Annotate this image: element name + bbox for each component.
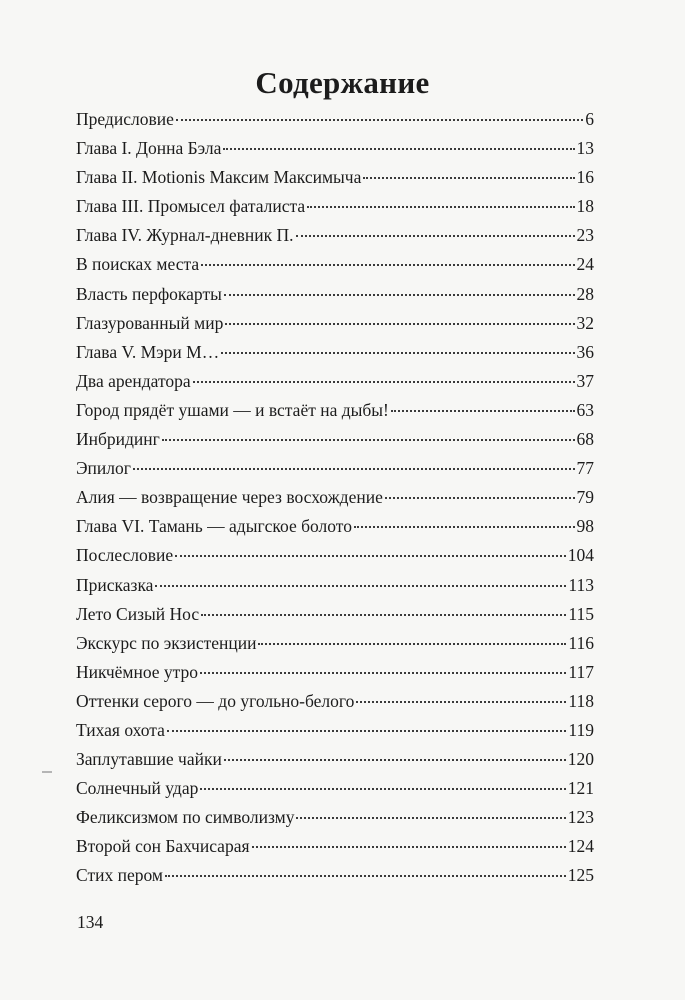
toc-entry-page: 23 (576, 225, 594, 246)
dot-leader (224, 758, 566, 761)
toc-entry-title: Глава I. Донна Бэла (76, 138, 222, 159)
dot-leader (225, 322, 574, 325)
dot-leader (133, 467, 575, 470)
toc-entry-page: 68 (576, 429, 594, 450)
toc-entry-page: 113 (568, 574, 594, 595)
table-of-contents (76, 105, 594, 891)
toc-entry-page: 123 (567, 807, 594, 828)
dot-leader (223, 147, 574, 150)
toc-entry-page: 32 (576, 312, 594, 333)
toc-entry (76, 629, 594, 658)
toc-entry-page: 125 (567, 865, 594, 886)
dot-leader (354, 525, 575, 528)
toc-entry-title: Алия — возвращение через восхождение (76, 487, 383, 508)
dot-leader (258, 642, 566, 645)
paper-speck (42, 771, 52, 773)
toc-entry-title: Солнечный удар (76, 778, 199, 799)
dot-leader (200, 671, 566, 674)
toc-entry-page: 116 (568, 632, 594, 653)
toc-entry-title: Оттенки серого — до угольно-белого (76, 690, 355, 711)
toc-entry (76, 338, 594, 367)
toc-entry-page: 124 (567, 836, 594, 857)
dot-leader (201, 263, 574, 266)
dot-leader (356, 700, 566, 703)
page-title: Содержание (255, 64, 430, 100)
toc-entry-title: Стих пером (76, 865, 163, 886)
toc-entry-page: 104 (567, 545, 594, 566)
toc-entry-page: 6 (585, 109, 594, 129)
toc-entry-title: Послесловие (76, 545, 174, 566)
toc-entry-page: 77 (576, 458, 594, 479)
toc-entry-page: 118 (568, 690, 594, 711)
toc-entry (76, 454, 594, 483)
dot-leader (162, 438, 575, 441)
toc-entry-title: Глава II. Motionis Максим Максимыча (76, 167, 362, 188)
toc-entry (76, 512, 594, 541)
toc-entry (76, 483, 594, 512)
toc-entry (76, 221, 594, 250)
toc-entry-title: В поисках места (76, 254, 200, 275)
dot-leader (176, 118, 583, 121)
dot-leader (165, 874, 566, 877)
toc-entry-title: Никчёмное утро (76, 661, 199, 682)
toc-entry-title: Власть перфокарты (76, 283, 222, 304)
toc-entry-title: Второй сон Бахчисарая (76, 836, 250, 857)
toc-entry-page: 120 (567, 749, 594, 770)
toc-entry (76, 861, 594, 890)
dot-leader (307, 205, 574, 208)
toc-entry-page: 37 (576, 370, 594, 391)
toc-entry-page: 79 (576, 487, 594, 508)
toc-entry (76, 687, 594, 716)
toc-entry-title: Глава IV. Журнал-дневник П. (76, 225, 294, 246)
toc-entry (76, 367, 594, 396)
dot-leader (385, 496, 575, 499)
toc-entry-page: 119 (568, 719, 594, 740)
toc-entry (76, 716, 594, 745)
toc-entry-title: Инбридинг (76, 429, 160, 450)
toc-entry-title: Экскурс по экзистенции (76, 632, 257, 653)
toc-entry (76, 192, 594, 221)
toc-entry-page: 13 (576, 138, 594, 159)
toc-entry-page: 24 (576, 254, 594, 275)
dot-leader (200, 787, 565, 790)
toc-entry (76, 658, 594, 687)
toc-entry (76, 250, 594, 279)
toc-entry (76, 774, 594, 803)
toc-entry-page: 63 (576, 399, 594, 420)
dot-leader (155, 584, 566, 587)
toc-entry (76, 803, 594, 832)
toc-entry-page: 117 (568, 661, 594, 682)
dot-leader (175, 554, 566, 557)
toc-entry-title: Тихая охота (76, 719, 165, 740)
dot-leader (252, 845, 566, 848)
toc-entry (76, 134, 594, 163)
dot-leader (296, 816, 565, 819)
page-number: 134 (77, 912, 104, 932)
toc-entry (76, 571, 594, 600)
toc-entry-title: Два арендатора (76, 370, 191, 391)
dot-leader (296, 234, 575, 237)
toc-entry-page: 16 (576, 167, 594, 188)
toc-entry-page: 18 (576, 196, 594, 217)
toc-entry-title: Глава VI. Тамань — адыгское болото (76, 516, 352, 537)
dot-leader (193, 380, 575, 383)
toc-entry-page: 36 (576, 341, 594, 362)
toc-entry-title: Присказка (76, 574, 154, 595)
dot-leader (391, 409, 575, 412)
dot-leader (201, 613, 566, 616)
toc-entry (76, 105, 594, 134)
toc-entry-page: 115 (568, 603, 594, 624)
toc-entry (76, 832, 594, 861)
toc-entry (76, 309, 594, 338)
toc-entry (76, 280, 594, 309)
toc-entry-title: Заплутавшие чайки (76, 749, 222, 770)
toc-entry (76, 541, 594, 570)
dot-leader (363, 176, 574, 179)
toc-entry-page: 121 (567, 778, 594, 799)
toc-entry (76, 163, 594, 192)
toc-entry-title: Глава V. Мэри М… (76, 341, 220, 362)
toc-entry-title: Лето Сизый Нос (76, 603, 200, 624)
dot-leader (224, 293, 575, 296)
toc-entry-title: Эпилог (76, 458, 131, 479)
toc-entry (76, 425, 594, 454)
toc-entry (76, 745, 594, 774)
toc-entry (76, 600, 594, 629)
toc-entry-title: Город прядёт ушами — и встаёт на дыбы! (76, 399, 389, 420)
toc-entry-title: Глава III. Промысел фаталиста (76, 196, 306, 217)
toc-entry-title: Предисловие (76, 109, 174, 129)
toc-entry-title: Феликсизмом по символизму (76, 807, 295, 828)
dot-leader (221, 351, 574, 354)
toc-entry-title: Глазурованный мир (76, 312, 224, 333)
dot-leader (167, 729, 567, 732)
toc-entry (76, 396, 594, 425)
toc-entry-page: 98 (576, 516, 594, 537)
toc-entry-page: 28 (576, 283, 594, 304)
